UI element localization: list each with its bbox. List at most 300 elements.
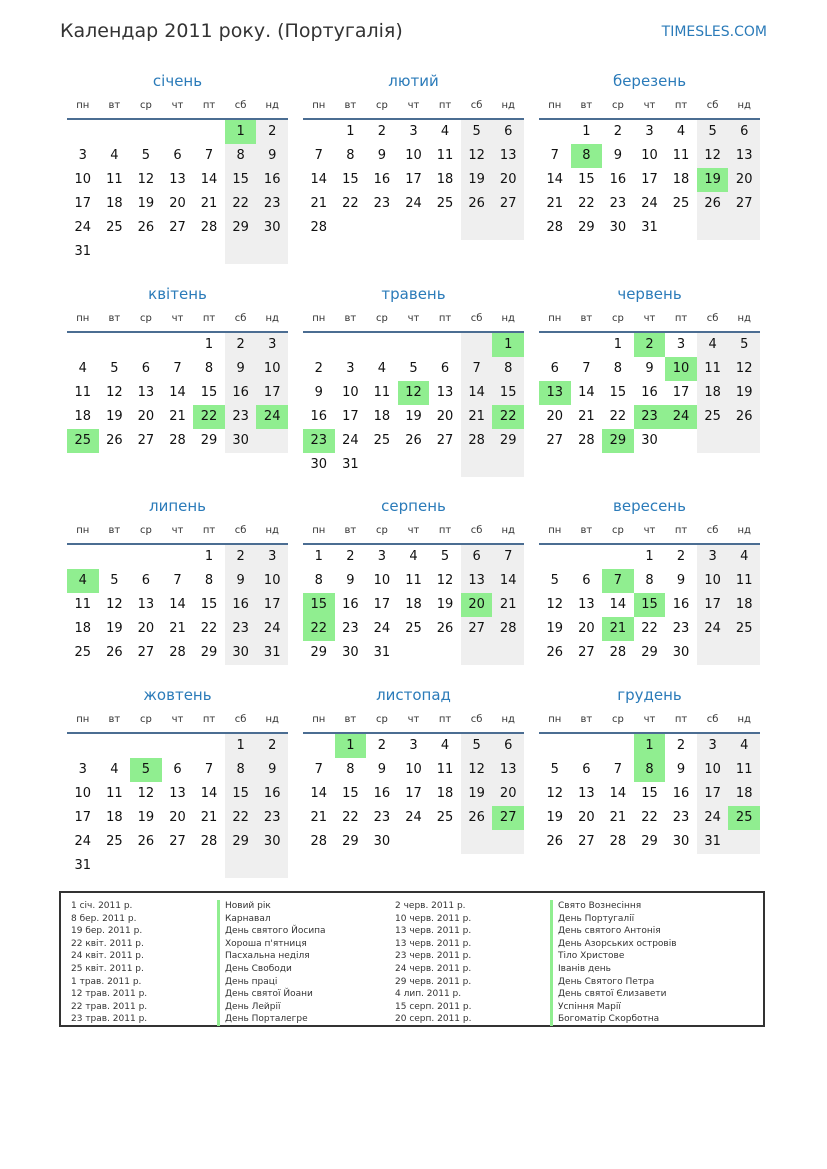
weekday-label: нд (501, 714, 515, 725)
empty-cell (303, 120, 335, 144)
holiday-name: День Лейрії (217, 1001, 326, 1014)
day-cell: 9 (346, 573, 355, 588)
day-cell: 3 (697, 734, 729, 758)
holiday-day: 19 (697, 168, 729, 192)
day-cell: 20 (169, 810, 186, 825)
empty-cell (571, 734, 603, 758)
day-cell: 18 (405, 597, 422, 612)
empty-cell (539, 734, 571, 758)
day-cell: 29 (200, 433, 218, 448)
day-cell: 22 (225, 192, 257, 216)
day-cell: 23 (672, 810, 690, 825)
day-cell: 3 (78, 148, 87, 163)
day-cell: 1 (645, 549, 654, 564)
empty-cell (366, 333, 398, 357)
day-cell: 6 (492, 120, 524, 144)
weekday-label: пн (76, 100, 90, 111)
holiday-name: День Свободи (217, 963, 326, 976)
day-cell: 13 (169, 786, 186, 801)
weekday-label: нд (501, 100, 515, 111)
empty-cell (67, 734, 99, 758)
day-cell: 28 (200, 220, 218, 235)
holiday-date: 23 черв. 2011 р. (395, 951, 472, 962)
day-cell: 14 (578, 385, 595, 400)
day-cell: 25 (373, 433, 391, 448)
day-cell: 3 (409, 738, 418, 753)
day-cell: 20 (436, 409, 454, 424)
weekday-label: пн (312, 100, 326, 111)
day-cell: 6 (582, 762, 591, 777)
day-cell: 26 (106, 433, 123, 448)
weekday-label: пн (76, 714, 90, 725)
day-cell: 9 (645, 361, 654, 376)
day-cell: 24 (405, 810, 422, 825)
day-cell: 5 (141, 148, 151, 163)
weekday-label: вт (108, 525, 121, 536)
weekday-label: вт (108, 714, 121, 725)
month-1 (67, 72, 288, 264)
day-cell: 1 (204, 337, 214, 352)
days-grid (539, 333, 760, 453)
day-cell: 30 (672, 834, 690, 849)
weekday-label: вт (580, 714, 593, 725)
day-cell: 23 (373, 196, 391, 211)
day-cell: 6 (728, 120, 760, 144)
holiday-day: 1 (492, 333, 524, 357)
day-cell: 9 (256, 144, 288, 168)
holiday-date: 1 січ. 2011 р. (71, 901, 133, 911)
day-cell: 14 (609, 786, 627, 801)
day-cell: 8 (613, 361, 623, 376)
holiday-day: 23 (634, 405, 666, 429)
day-cell: 6 (461, 545, 493, 569)
day-cell: 29 (492, 429, 524, 453)
holiday-name: День святої Йоани (217, 988, 326, 1001)
empty-cell (335, 333, 367, 357)
day-cell: 20 (546, 409, 564, 424)
day-cell: 11 (436, 148, 454, 163)
empty-cell (398, 641, 430, 665)
day-cell: 14 (169, 597, 186, 612)
holiday-name: День Португалії (550, 913, 677, 926)
day-cell: 8 (314, 573, 323, 588)
empty-cell (429, 830, 461, 854)
day-cell: 28 (169, 433, 186, 448)
day-cell: 2 (314, 361, 323, 376)
day-cell: 29 (578, 220, 595, 235)
day-cell: 2 (676, 738, 686, 753)
empty-cell (398, 453, 430, 477)
day-cell: 29 (342, 834, 359, 849)
holiday-name: День праці (217, 976, 326, 989)
day-cell: 15 (225, 782, 257, 806)
day-cell: 12 (137, 172, 155, 187)
day-cell: 19 (546, 810, 564, 825)
holiday-name: День святої Єлизавети (550, 988, 677, 1001)
day-cell: 15 (225, 168, 257, 192)
days-grid (67, 120, 288, 264)
weekday-label: ср (139, 100, 152, 111)
day-cell: 30 (609, 220, 627, 235)
day-cell: 3 (697, 545, 729, 569)
day-cell: 9 (377, 762, 387, 777)
day-cell: 25 (728, 617, 760, 641)
holiday-names-col-1 (217, 900, 326, 1026)
day-cell: 29 (641, 645, 658, 660)
day-cell: 2 (225, 545, 257, 569)
day-cell: 24 (697, 617, 729, 641)
holiday-date: 10 черв. 2011 р. (395, 913, 472, 924)
empty-cell (492, 216, 524, 240)
day-cell: 15 (578, 172, 595, 187)
empty-cell (99, 120, 131, 144)
day-cell: 31 (74, 244, 92, 259)
empty-cell (256, 854, 288, 878)
month-6 (539, 285, 760, 453)
day-cell: 1 (314, 549, 323, 564)
day-cell: 17 (697, 782, 729, 806)
day-cell: 20 (169, 196, 186, 211)
empty-cell (162, 240, 194, 264)
weekday-label: вт (344, 313, 357, 324)
month-name: березень (612, 72, 687, 90)
day-cell: 6 (173, 148, 182, 163)
empty-cell (728, 830, 760, 854)
day-cell: 24 (641, 196, 658, 211)
weekday-label: чт (643, 100, 656, 111)
empty-cell (366, 453, 398, 477)
day-cell: 26 (546, 834, 564, 849)
day-cell: 5 (461, 734, 493, 758)
empty-cell (539, 120, 571, 144)
empty-cell (461, 216, 493, 240)
day-cell: 7 (173, 361, 182, 376)
day-cell: 23 (225, 617, 257, 641)
day-cell: 10 (405, 762, 422, 777)
weekday-label: нд (265, 100, 279, 111)
weekday-label: нд (737, 313, 751, 324)
day-cell: 30 (672, 645, 690, 660)
days-grid (539, 545, 760, 665)
empty-cell (366, 216, 398, 240)
day-cell: 19 (436, 597, 454, 612)
day-cell: 27 (728, 192, 760, 216)
day-cell: 28 (578, 433, 595, 448)
day-cell: 10 (697, 758, 729, 782)
weekday-label: вт (344, 714, 357, 725)
weekday-label: нд (501, 313, 515, 324)
day-cell: 16 (256, 782, 288, 806)
day-cell: 10 (405, 148, 422, 163)
day-cell: 20 (137, 409, 155, 424)
day-cell: 5 (461, 120, 493, 144)
empty-cell (256, 429, 288, 453)
day-cell: 22 (641, 810, 658, 825)
day-cell: 2 (613, 124, 623, 139)
empty-cell (429, 641, 461, 665)
day-cell: 4 (377, 361, 387, 376)
weekday-header (303, 307, 524, 333)
empty-cell (193, 120, 225, 144)
day-cell: 18 (728, 593, 760, 617)
weekday-label: сб (470, 525, 483, 536)
day-cell: 8 (204, 573, 214, 588)
empty-cell (429, 333, 461, 357)
weekday-label: пн (548, 313, 562, 324)
day-cell: 31 (342, 457, 359, 472)
day-cell: 20 (578, 810, 595, 825)
day-cell: 30 (641, 433, 658, 448)
empty-cell (193, 240, 225, 264)
day-cell: 3 (409, 124, 418, 139)
day-cell: 21 (169, 409, 186, 424)
day-cell: 9 (225, 357, 257, 381)
day-cell: 5 (728, 333, 760, 357)
weekday-label: вт (344, 525, 357, 536)
day-cell: 5 (110, 361, 119, 376)
day-cell: 13 (492, 758, 524, 782)
month-10 (67, 686, 288, 878)
holiday-day: 23 (303, 429, 335, 453)
day-cell: 21 (492, 593, 524, 617)
day-cell: 16 (672, 786, 690, 801)
day-cell: 31 (697, 830, 729, 854)
day-cell: 24 (256, 617, 288, 641)
empty-cell (665, 216, 697, 240)
day-cell: 29 (225, 216, 257, 240)
day-cell: 22 (225, 806, 257, 830)
empty-cell (571, 333, 603, 357)
weekday-label: пн (76, 313, 90, 324)
month-name: листопад (376, 686, 451, 704)
weekday-label: нд (265, 525, 279, 536)
day-cell: 9 (613, 148, 623, 163)
empty-cell (130, 545, 162, 569)
day-cell: 8 (346, 148, 355, 163)
day-cell: 27 (578, 834, 595, 849)
holiday-date: 23 трав. 2011 р. (71, 1014, 148, 1025)
day-cell: 8 (204, 361, 214, 376)
weekday-label: чт (407, 100, 420, 111)
empty-cell (99, 545, 131, 569)
day-cell: 21 (310, 810, 328, 825)
day-cell: 12 (436, 573, 454, 588)
days-grid (67, 545, 288, 665)
day-cell: 2 (377, 738, 387, 753)
month-12 (539, 686, 760, 854)
day-cell: 14 (169, 385, 186, 400)
days-grid (303, 120, 524, 240)
day-cell: 11 (74, 597, 92, 612)
day-cell: 16 (373, 786, 391, 801)
day-cell: 17 (256, 593, 288, 617)
weekday-label: чт (171, 313, 184, 324)
weekday-label: сб (470, 100, 483, 111)
holiday-date: 22 трав. 2011 р. (71, 1001, 148, 1012)
holiday-day: 2 (634, 333, 666, 357)
holiday-name: День Порталегре (217, 1013, 326, 1026)
empty-cell (697, 429, 729, 453)
empty-cell (728, 641, 760, 665)
empty-cell (99, 240, 131, 264)
weekday-label: сб (234, 525, 247, 536)
empty-cell (461, 333, 493, 357)
day-cell: 28 (310, 834, 328, 849)
empty-cell (398, 830, 430, 854)
holiday-day: 8 (634, 758, 666, 782)
day-cell: 4 (697, 333, 729, 357)
day-cell: 30 (225, 429, 257, 453)
weekday-label: сб (234, 313, 247, 324)
day-cell: 15 (342, 786, 359, 801)
day-cell: 15 (200, 597, 218, 612)
day-cell: 16 (641, 385, 658, 400)
holiday-day: 15 (634, 593, 666, 617)
day-cell: 4 (110, 148, 119, 163)
day-cell: 20 (492, 782, 524, 806)
day-cell: 22 (609, 409, 627, 424)
holiday-name: Карнавал (217, 913, 326, 926)
holiday-date: 24 квіт. 2011 р. (71, 951, 144, 962)
day-cell: 11 (728, 569, 760, 593)
weekday-label: нд (737, 525, 751, 536)
day-cell: 16 (225, 381, 257, 405)
day-cell: 10 (256, 357, 288, 381)
day-cell: 23 (373, 810, 391, 825)
day-cell: 17 (405, 172, 422, 187)
day-cell: 30 (373, 834, 391, 849)
day-cell: 17 (373, 597, 391, 612)
day-cell: 19 (106, 409, 123, 424)
empty-cell (303, 333, 335, 357)
holiday-day: 7 (602, 569, 634, 593)
holiday-day: 13 (539, 381, 571, 405)
day-cell: 9 (314, 385, 323, 400)
day-cell: 5 (440, 549, 450, 564)
day-cell: 27 (137, 433, 155, 448)
weekday-label: чт (643, 525, 656, 536)
day-cell: 23 (672, 621, 690, 636)
weekday-label: сб (706, 525, 719, 536)
day-cell: 23 (609, 196, 627, 211)
day-cell: 19 (546, 621, 564, 636)
day-cell: 11 (405, 573, 422, 588)
weekday-label: нд (265, 313, 279, 324)
day-cell: 13 (169, 172, 186, 187)
day-cell: 13 (137, 597, 155, 612)
empty-cell (492, 830, 524, 854)
weekday-header (539, 519, 760, 545)
day-cell: 13 (578, 786, 595, 801)
holiday-name: Іванів день (550, 963, 677, 976)
holiday-day: 22 (193, 405, 225, 429)
holiday-name: Свято Вознесіння (550, 900, 677, 913)
holiday-day: 8 (571, 144, 603, 168)
day-cell: 3 (346, 361, 355, 376)
month-9 (539, 497, 760, 665)
day-cell: 25 (672, 196, 690, 211)
day-cell: 8 (492, 357, 524, 381)
holiday-date: 22 квіт. 2011 р. (71, 938, 144, 949)
holiday-name: Новий рік (217, 900, 326, 913)
day-cell: 17 (256, 381, 288, 405)
day-cell: 27 (436, 433, 454, 448)
day-cell: 25 (106, 834, 123, 849)
day-cell: 28 (310, 220, 328, 235)
day-cell: 4 (409, 549, 418, 564)
weekday-header (303, 519, 524, 545)
day-cell: 10 (697, 569, 729, 593)
day-cell: 5 (550, 573, 559, 588)
day-cell: 30 (342, 645, 359, 660)
weekday-label: пт (674, 525, 688, 536)
day-cell: 28 (609, 834, 627, 849)
weekday-label: пт (438, 714, 452, 725)
day-cell: 3 (676, 337, 686, 352)
site-link[interactable]: TIMESLES.COM (661, 24, 767, 40)
day-cell: 21 (578, 409, 595, 424)
day-cell: 11 (373, 385, 391, 400)
holiday-day: 12 (398, 381, 430, 405)
holiday-name: День Святого Петра (550, 976, 677, 989)
weekday-label: ср (375, 714, 388, 725)
day-cell: 12 (137, 786, 155, 801)
day-cell: 28 (546, 220, 564, 235)
day-cell: 26 (405, 433, 422, 448)
day-cell: 3 (377, 549, 387, 564)
holiday-day: 22 (492, 405, 524, 429)
day-cell: 7 (314, 148, 323, 163)
holiday-name: Тіло Христове (550, 950, 677, 963)
day-cell: 28 (200, 834, 218, 849)
weekday-label: вт (108, 100, 121, 111)
weekday-label: пн (312, 714, 326, 725)
month-4 (67, 285, 288, 453)
days-grid (67, 734, 288, 878)
empty-cell (99, 854, 131, 878)
holiday-name: День Азорських островів (550, 938, 677, 951)
day-cell: 12 (461, 144, 493, 168)
weekday-label: чт (407, 313, 420, 324)
holiday-date: 15 серп. 2011 р. (395, 1001, 472, 1012)
day-cell: 16 (310, 409, 328, 424)
day-cell: 24 (697, 806, 729, 830)
weekday-header (539, 94, 760, 120)
day-cell: 12 (106, 385, 123, 400)
day-cell: 17 (74, 810, 92, 825)
holiday-day: 20 (461, 593, 493, 617)
weekday-label: пт (674, 100, 688, 111)
weekday-label: пт (674, 313, 688, 324)
day-cell: 13 (137, 385, 155, 400)
day-cell: 28 (461, 429, 493, 453)
weekday-header (67, 708, 288, 734)
day-cell: 15 (641, 786, 658, 801)
month-11 (303, 686, 524, 854)
day-cell: 5 (110, 573, 119, 588)
empty-cell (130, 333, 162, 357)
day-cell: 7 (613, 762, 623, 777)
holiday-day: 10 (665, 357, 697, 381)
empty-cell (429, 216, 461, 240)
holiday-name: Богоматір Скорботна (550, 1013, 677, 1026)
day-cell: 23 (342, 621, 359, 636)
day-cell: 17 (342, 409, 359, 424)
holiday-date: 2 черв. 2011 р. (395, 901, 466, 911)
empty-cell (728, 429, 760, 453)
empty-cell (492, 453, 524, 477)
day-cell: 7 (582, 361, 591, 376)
